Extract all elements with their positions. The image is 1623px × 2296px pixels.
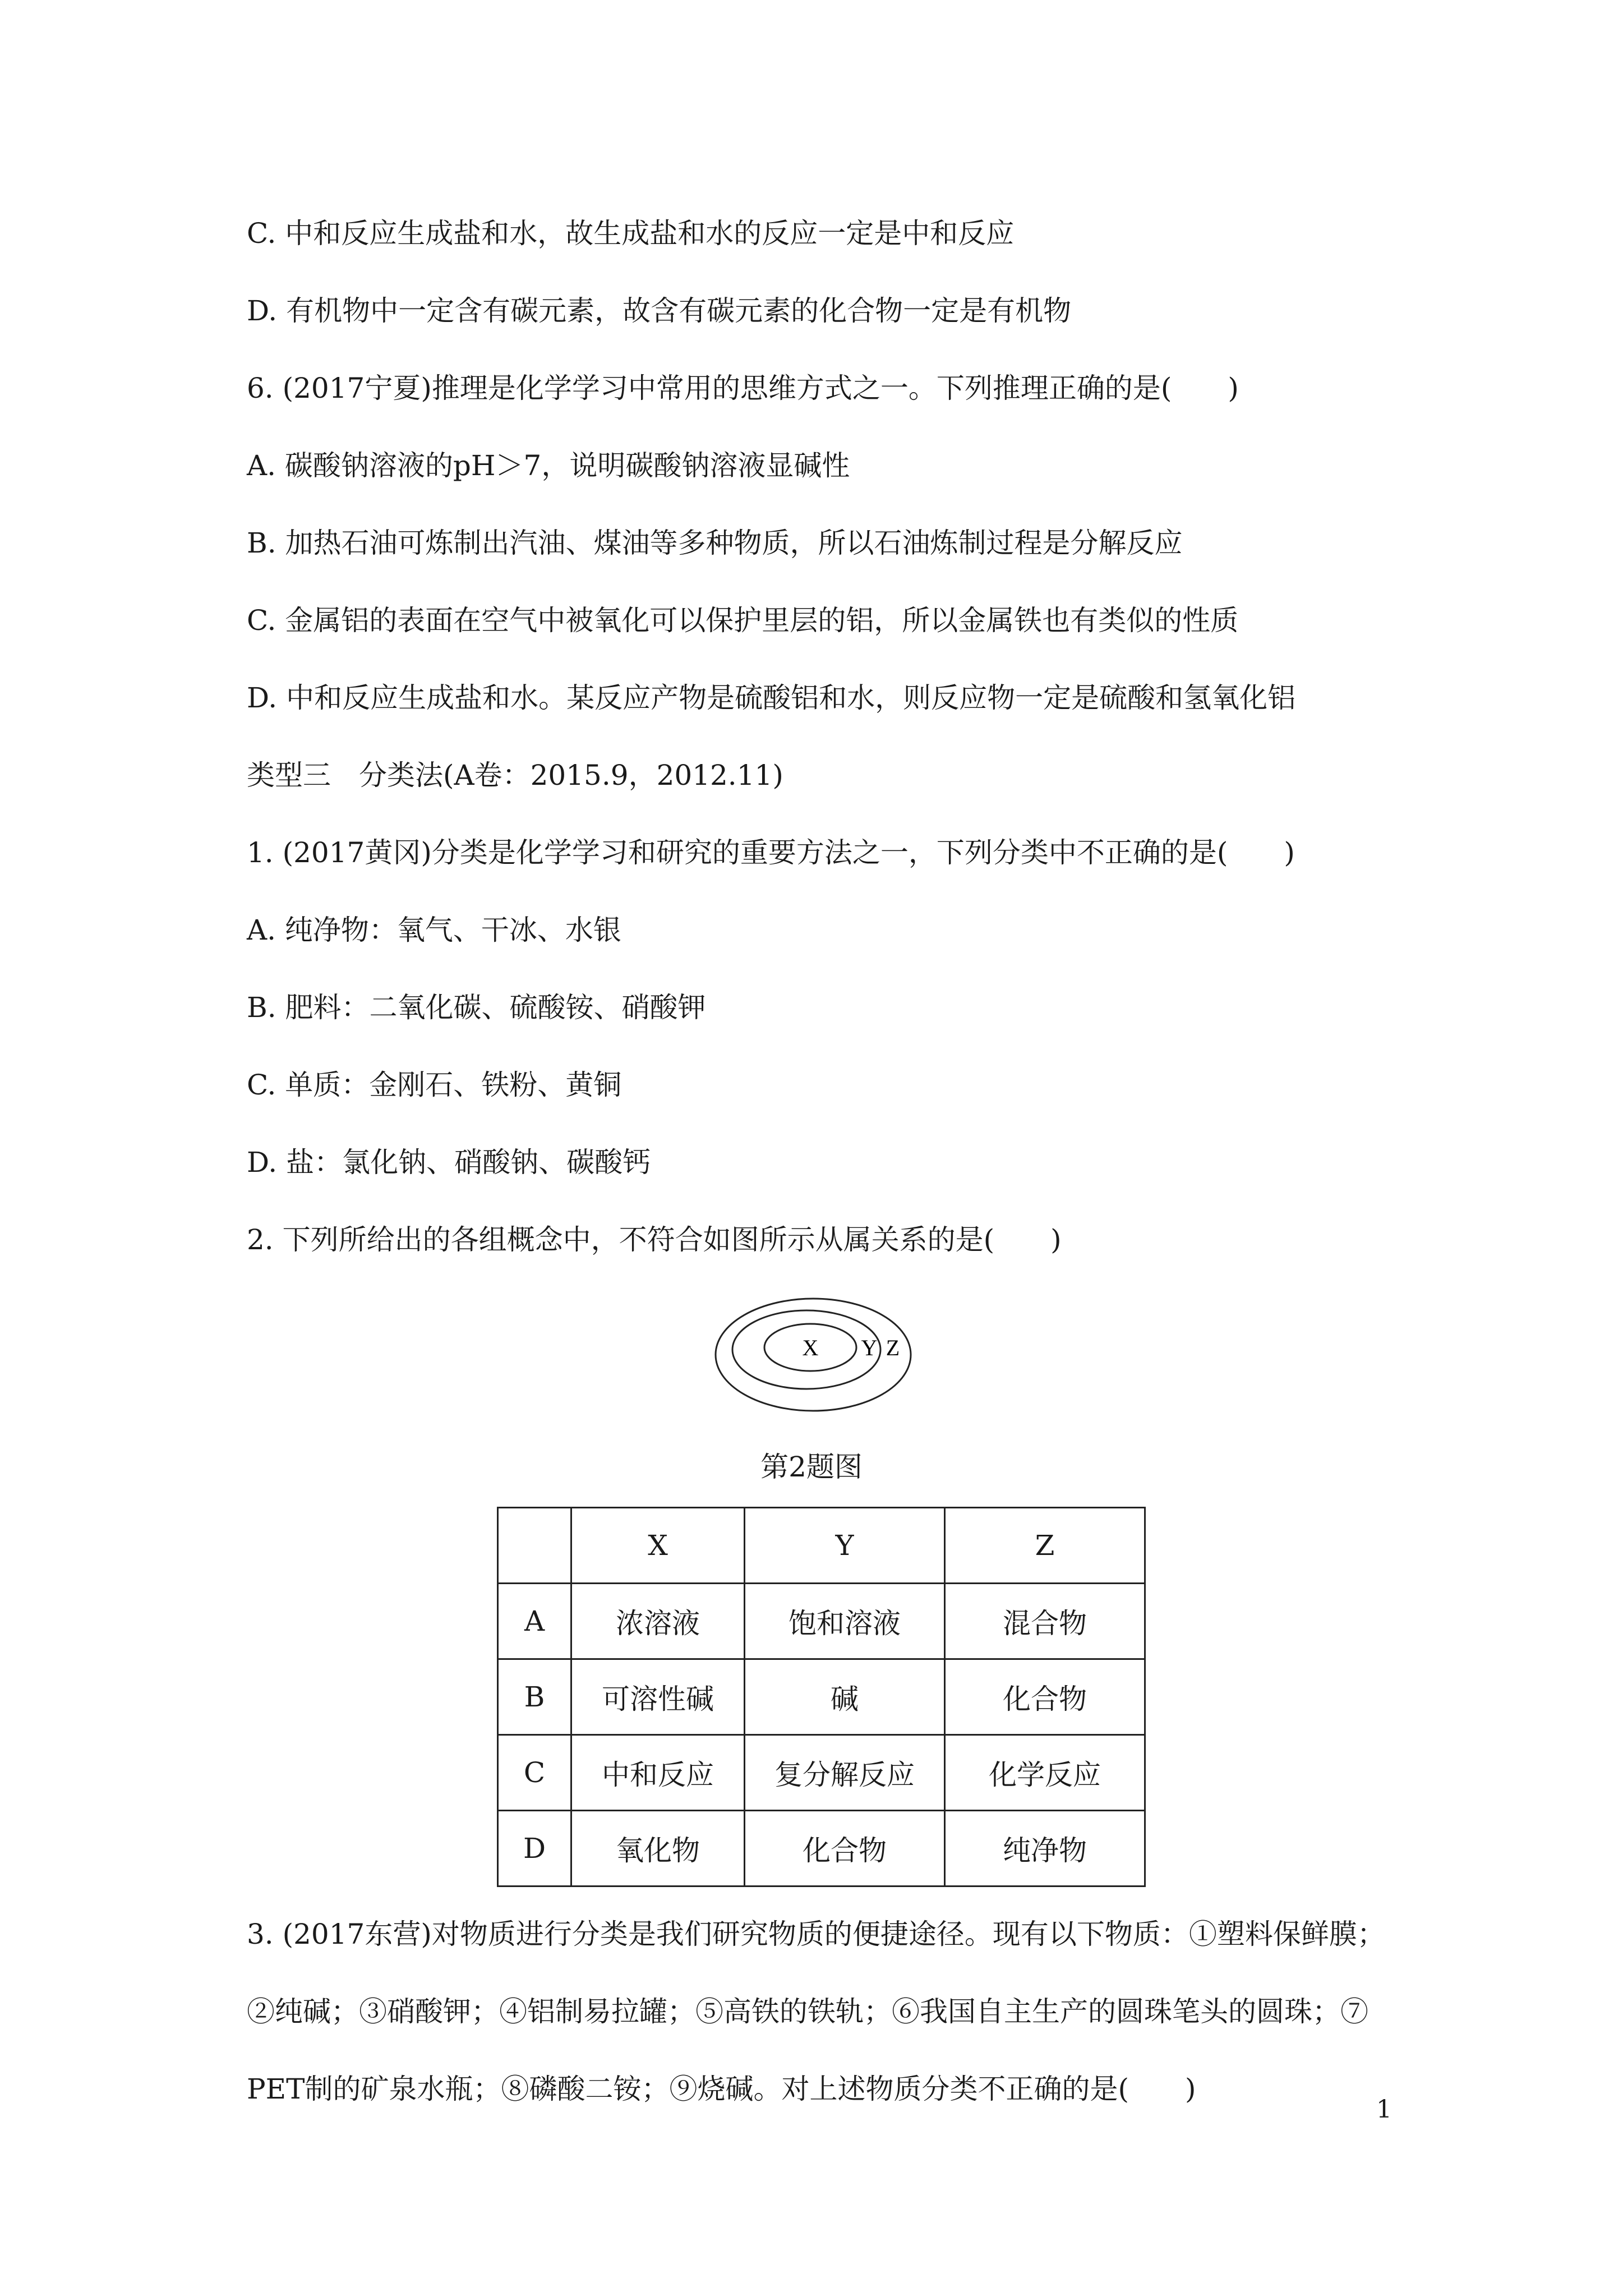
figure-caption: 第2题图 [760, 1451, 863, 1483]
question-3-line: 3. (2017东营)对物质进行分类是我们研究物质的便捷途径。现有以下物质：①塑料保鲜膜； [247, 1918, 1385, 1950]
header-cell: Z [945, 1508, 1145, 1584]
page-number: 1 [1376, 2095, 1392, 2124]
table-row [498, 1735, 1145, 1811]
question-1: 1. (2017黄冈)分类是化学学习和研究的重要方法之一，下列分类中不正确的是( ) [247, 836, 1295, 869]
option-a: A. 纯净物：氧气、干冰、水银 [247, 914, 621, 946]
question-3-line: PET制的矿泉水瓶；⑧磷酸二铵；⑨烧碱。对上述物质分类不正确的是( ) [247, 2073, 1196, 2105]
table-cell: 饱和溶液 [745, 1584, 945, 1659]
table-row [498, 1659, 1145, 1735]
table-cell: 化合物 [945, 1659, 1145, 1735]
label-x: X [802, 1335, 819, 1360]
question-2: 2. 下列所给出的各组概念中，不符合如图所示从属关系的是( ) [247, 1223, 1062, 1256]
table-cell: 氧化物 [571, 1811, 745, 1887]
table-cell: 碱 [745, 1659, 945, 1735]
table-cell: 化学反应 [945, 1735, 1145, 1811]
header-cell: Y [745, 1508, 945, 1584]
nested-ellipse-diagram [712, 1296, 914, 1414]
table-cell: 可溶性碱 [571, 1659, 745, 1735]
table-cell: 混合物 [945, 1584, 1145, 1659]
table-row [498, 1811, 1145, 1887]
row-label: B [498, 1659, 571, 1735]
option-d: D. 中和反应生成盐和水。某反应产物是硫酸铝和水，则反应物一定是硫酸和氢氧化铝 [247, 682, 1296, 714]
question-3-line: ②纯碱；③硝酸钾；④铝制易拉罐；⑤高铁的铁轨；⑥我国自主生产的圆珠笔头的圆珠；⑦ [247, 1995, 1368, 2028]
option-b: B. 肥料：二氧化碳、硫酸铵、硝酸钾 [247, 991, 706, 1024]
table-cell: 纯净物 [945, 1811, 1145, 1887]
text-line: D. 有机物中一定含有碳元素，故含有碳元素的化合物一定是有机物 [247, 295, 1072, 327]
option-d: D. 盐：氯化钠、硝酸钠、碳酸钙 [247, 1146, 651, 1179]
text-line: C. 中和反应生成盐和水，故生成盐和水的反应一定是中和反应 [247, 217, 1015, 250]
table-cell: 复分解反应 [745, 1735, 945, 1811]
label-z: Z [886, 1335, 900, 1360]
table-cell: 中和反应 [571, 1735, 745, 1811]
label-y: Y [861, 1335, 878, 1360]
option-a: A. 碳酸钠溶液的pH＞7，说明碳酸钠溶液显碱性 [247, 449, 850, 482]
row-label: C [498, 1735, 571, 1811]
question-6: 6. (2017宁夏)推理是化学学习中常用的思维方式之一。下列推理正确的是( ) [247, 372, 1239, 404]
option-c: C. 金属铝的表面在空气中被氧化可以保护里层的铝，所以金属铁也有类似的性质 [247, 604, 1239, 637]
option-c: C. 单质：金刚石、铁粉、黄铜 [247, 1069, 622, 1101]
header-cell [498, 1508, 571, 1584]
header-cell: X [571, 1508, 745, 1584]
row-label: D [498, 1811, 571, 1887]
option-b: B. 加热石油可炼制出汽油、煤油等多种物质，所以石油炼制过程是分解反应 [247, 527, 1183, 559]
section-heading: 类型三 分类法(A卷：2015.9，2012.11) [247, 759, 783, 792]
options-table [497, 1507, 1146, 1887]
table-cell: 浓溶液 [571, 1584, 745, 1659]
table-cell: 化合物 [745, 1811, 945, 1887]
row-label: A [498, 1584, 571, 1659]
table-row [498, 1584, 1145, 1659]
table-header-row [498, 1508, 1145, 1584]
